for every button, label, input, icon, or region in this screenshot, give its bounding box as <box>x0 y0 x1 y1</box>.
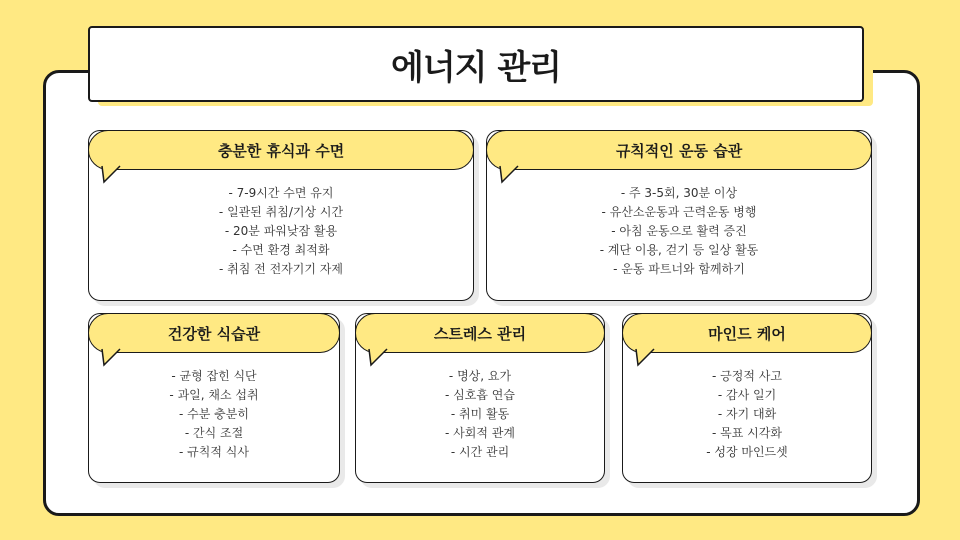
list-item: - 아침 운동으로 활력 증진 <box>611 224 747 238</box>
list-item: - 균형 잡힌 식단 <box>171 369 257 383</box>
list-item: - 취침 전 전자기기 자제 <box>219 262 343 276</box>
list-item: - 긍정적 사고 <box>712 369 782 383</box>
list-item: - 수분 충분히 <box>179 407 249 421</box>
list-item: - 과일, 채소 섭취 <box>169 388 259 402</box>
list-item: - 20분 파워낮잠 활용 <box>224 224 338 238</box>
card-title: 규칙적인 운동 습관 <box>615 141 743 160</box>
page-title: 에너지 관리 <box>390 47 562 88</box>
card-mind-care <box>622 313 872 483</box>
list-item: - 주 3-5회, 30분 이상 <box>620 186 738 200</box>
list-item: - 심호흡 연습 <box>445 388 515 402</box>
list-item: - 자기 대화 <box>717 407 777 421</box>
list-item: - 성장 마인드셋 <box>706 445 788 459</box>
list-item: - 운동 파트너와 함께하기 <box>613 262 745 276</box>
speech-tail-icon <box>100 345 126 367</box>
card-header <box>486 130 872 170</box>
card-item-list <box>486 184 872 279</box>
card-rest-sleep <box>88 130 474 301</box>
list-item: - 감사 일기 <box>717 388 777 402</box>
speech-tail-icon <box>634 345 660 367</box>
title-box <box>88 26 864 102</box>
card-header <box>88 130 474 170</box>
speech-tail-icon <box>100 162 126 184</box>
list-item: - 규칙적 식사 <box>179 445 249 459</box>
list-item: - 목표 시각화 <box>712 426 782 440</box>
card-title: 건강한 식습관 <box>167 324 261 343</box>
list-item: - 사회적 관계 <box>445 426 515 440</box>
list-item: - 수면 환경 최적화 <box>232 243 330 257</box>
speech-tail-icon <box>498 162 524 184</box>
card-title: 스트레스 관리 <box>433 324 527 343</box>
card-item-list <box>88 367 340 462</box>
list-item: - 시간 관리 <box>450 445 510 459</box>
list-item: - 유산소운동과 근력운동 병행 <box>601 205 757 219</box>
list-item: - 간식 조절 <box>184 426 244 440</box>
speech-tail-icon <box>367 345 393 367</box>
card-title: 충분한 휴식과 수면 <box>217 141 345 160</box>
list-item: - 7-9시간 수면 유지 <box>228 186 334 200</box>
card-diet <box>88 313 340 483</box>
card-title: 마인드 케어 <box>708 324 786 343</box>
list-item: - 일관된 취침/기상 시간 <box>218 205 344 219</box>
card-item-list <box>355 367 605 462</box>
card-exercise <box>486 130 872 301</box>
card-item-list <box>622 367 872 462</box>
card-item-list <box>88 184 474 279</box>
card-stress <box>355 313 605 483</box>
list-item: - 취미 활동 <box>450 407 510 421</box>
list-item: - 명상, 요가 <box>448 369 512 383</box>
list-item: - 계단 이용, 걷기 등 일상 활동 <box>599 243 759 257</box>
